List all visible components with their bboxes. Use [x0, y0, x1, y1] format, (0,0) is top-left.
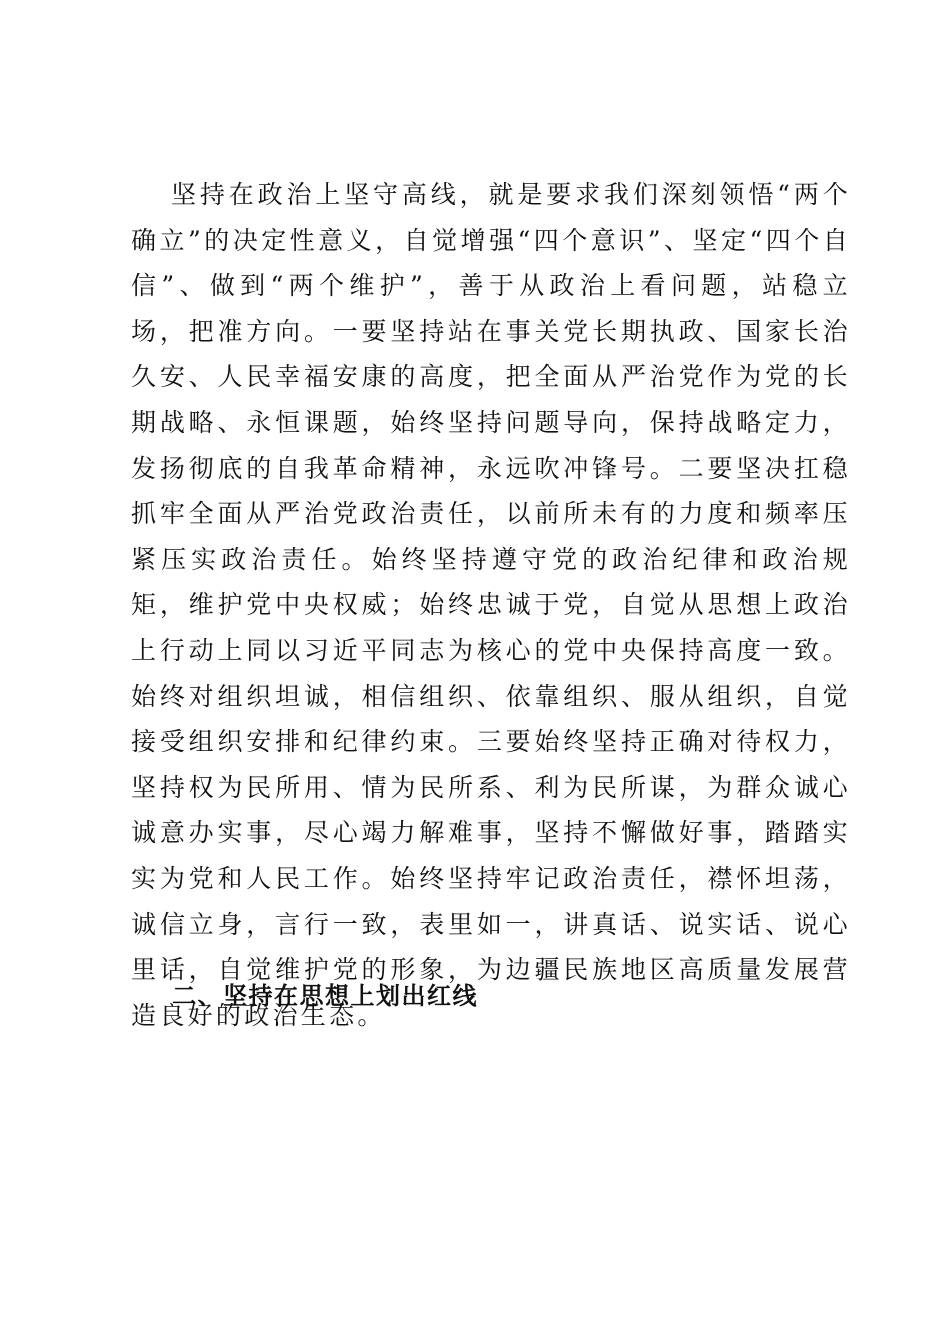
- section-heading: 二、坚持在思想上划出红线: [172, 982, 478, 1010]
- body-paragraph: 坚持在政治上坚守高线，就是要求我们深刻领悟“两个确立”的决定性意义，自觉增强“四个意识”、坚定“四个自信”、做到“两个维护”，善于从政治上看问题，站稳立场，把准方向。一要坚持站在事关党长期执政、国家长治久安、人民幸福安康的高度，把全面从严治党作为党的长期战略、永恒课题，始终坚持问题导向，保持战略定力，发扬彻底的自我革命精神，永远吹冲锋号。二要坚决扛稳抓牢全面从严治党政治责任，以前所未有的力度和频率压紧压实政治责任。始终坚持遵守党的政治纪律和政治规矩，维护党中央权威；始终忠诚于党，自觉从思想上政治上行动上同以习近平同志为核心的党中央保持高度一致。始终对组织坦诚，相信组织、依靠组织、服从组织，自觉接受组织安排和纪律约束。三要始终坚持正确对待权力，坚持权为民所用、情为民所系、利为民所谋，为群众诚心诚意办实事，尽心竭力解难事，坚持不懈做好事，踏踏实实为党和人民工作。始终坚持牢记政治责任，襟怀坦荡，诚信立身，言行一致，表里如一，讲真话、说实话、说心里话，自觉维护党的形象，为边疆民族地区高质量发展营造良好的政治生态。: [131, 180, 851, 1030]
